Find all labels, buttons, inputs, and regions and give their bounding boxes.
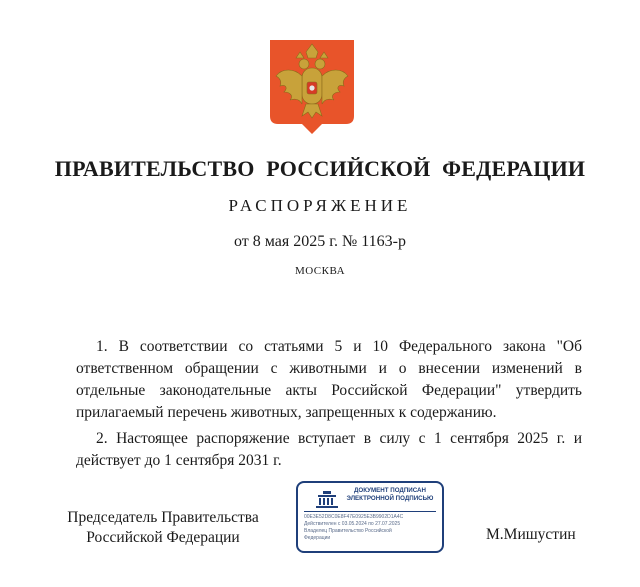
document-city: МОСКВА [294,265,346,277]
position-line-1: Председатель Правительства [67,509,259,526]
document-type: РАСПОРЯЖЕНИЕ [228,196,412,215]
government-title: ПРАВИТЕЛЬСТВО РОССИЙСКОЙ ФЕДЕРАЦИИ [54,156,586,181]
coat-of-arms-icon [268,38,356,136]
paragraph-1: 1. В соответствии со статьями 5 и 10 Федерального закона "Об ответственном обращении с животными и о внесении изменений в отдельные законодательные акты Российской Федерации" утвердить прилагаемый перечень животных, запрещенных к содержанию. [76,338,582,421]
document-date-number: от 8 мая 2025 г. № 1163-р [233,233,406,250]
stamp-title: ДОКУМЕНТ ПОДПИСАН ЭЛЕКТРОННОЙ ПОДПИСЬЮ [346,487,434,502]
stamp-certificate: 00E3E52D8C0E8F47E0925E3B9902D1A4C [304,514,404,520]
stamp-details [304,514,438,542]
stamp-validity: Действителен с 03.05.2024 по 27.07.2025 [304,521,401,527]
signatory-position [48,508,278,548]
stamp-divider [304,511,436,512]
position-line-2: Российской Федерации [86,529,240,546]
stamp-owner-line-1: Владелец Правительство Российской [304,528,392,534]
signatory-name: М.Мишустин [486,526,576,543]
paragraph-2: 2. Настоящее распоряжение вступает в силу с 1 сентября 2025 г. и действует до 1 сентября 2031 г. [76,430,582,469]
stamp-owner-line-2: Федерации [304,535,331,541]
electronic-signature-stamp [296,481,444,553]
document-body [76,336,582,476]
